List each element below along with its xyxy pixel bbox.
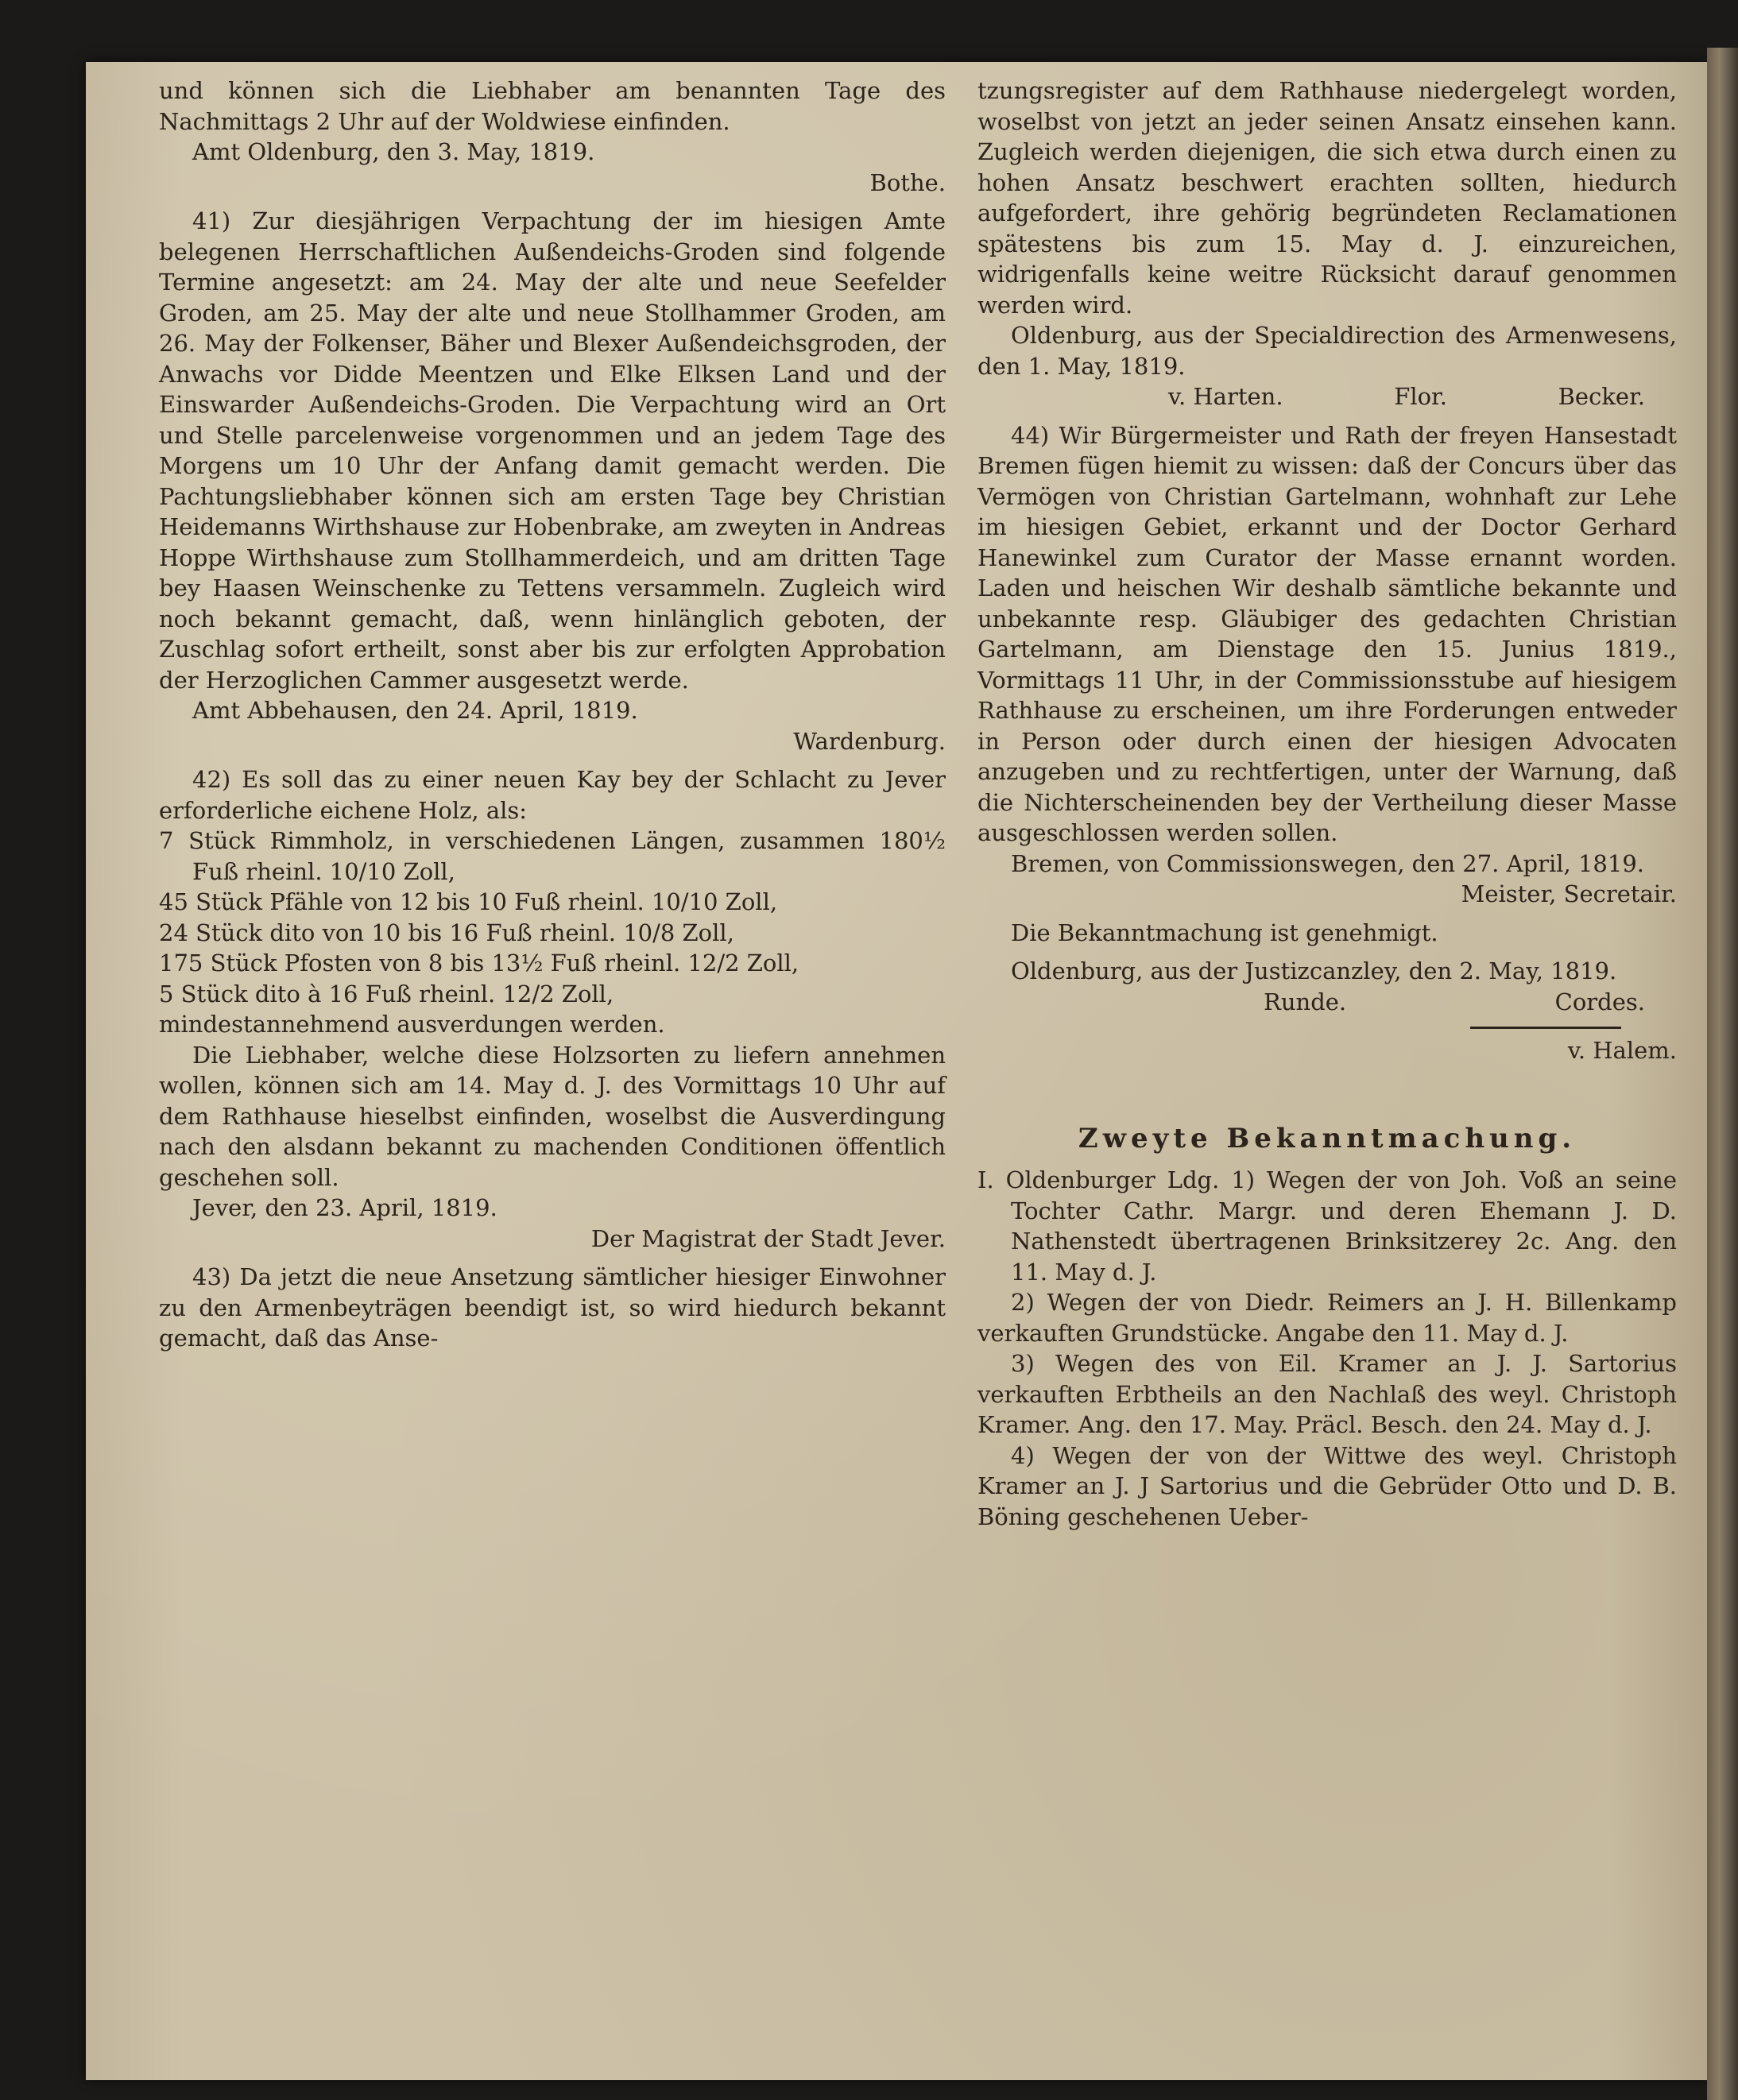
approval-signatures (977, 987, 1677, 1018)
notice-43: 43) Da jetzt die neue Ansetzung sämtlicher hiesiger Einwohner zu den Armenbeyträgen beendigt ist, so wird hiedurch bekannt gemacht, daß das Anse- (159, 1263, 946, 1352)
notice-date: Amt Oldenburg, den 3. May, 1819. (192, 138, 595, 165)
signature: Runde. (1264, 988, 1347, 1015)
signature: Becker. (1558, 383, 1645, 410)
notice-44-date: Bremen, von Commissionswegen, den 27. April, 1819. (1011, 849, 1644, 877)
signature: Flor. (1394, 383, 1447, 410)
approval-text: Die Bekanntmachung ist genehmigt. (1011, 919, 1438, 946)
notice-42-signature: Der Magistrat der Stadt Jever. (590, 1224, 946, 1252)
approval-date: Oldenburg, aus der Justizcanzley, den 2. May, 1819. (1011, 957, 1617, 984)
notice-42-intro: 42) Es soll das zu einer neuen Kay bey der Schlacht zu Jever erforderliche eichene Holz, als: (159, 766, 946, 824)
notice-42-item: 24 Stück dito von 10 bis 16 Fuß rheinl. 10/8 Zoll, (159, 919, 734, 946)
approval-signature-2: v. Halem. (1567, 1037, 1677, 1064)
notice-42-after: mindestannehmend ausverdungen werden. (159, 1011, 665, 1038)
notice-43-continuation: tzungsregister auf dem Rathhause niedergelegt worden, woselbst von jetzt an jeder seinen Ansatz einsehen kann. Zugleich werden diejenigen, die sich etwa durch einen zu hohen Ansatz beschwert erachten sollten, hiedurch aufgefordert, ihre gehörig begründeten Reclamationen spätestens bis zum 15. May d. J. einzureichen, widrigenfalls keine weitre Rücksicht darauf genommen werden wird. (977, 77, 1677, 319)
notice-43-date: Oldenburg, aus der Specialdirection des Armenwesens, den 1. May, 1819. (977, 322, 1677, 380)
right-column (977, 75, 1677, 1532)
notice-41-signature: Wardenburg. (793, 727, 946, 755)
notice-42-item: 7 Stück Rimmholz, in verschiedenen Längen, zusammen 180½ Fuß rheinl. 10/10 Zoll, (159, 827, 946, 885)
list-item: 2) Wegen der von Diedr. Reimers an J. H. Billenkamp verkauften Grundstücke. Angabe den 11. May d. J. (977, 1289, 1677, 1347)
signature: v. Harten. (1168, 383, 1283, 410)
notice-43-signatures (977, 381, 1677, 412)
notice-44: 44) Wir Bürgermeister und Rath der freyen Hansestadt Bremen fügen hiemit zu wissen: daß der Concurs über das Vermögen von Christian Gartelmann, wohnhaft zur Lehe im hiesigen Gebiet, erkannt und der Doctor Gerhard Hanewinkel zum Curator der Masse ernannt worden. Laden und heischen Wir deshalb sämtliche bekannte und unbekannte resp. Gläubiger des gedachten Christian Gartelmann, am Dienstage den 15. Junius 1819., Vormittags 11 Uhr, in der Commissionsstube auf hiesigem Rathhause zu erscheinen, um ihre Forderungen entweder in Person oder durch einen der hiesigen Advocaten anzugeben und zu rechtfertigen, unter der Warnung, daß die Nichterscheinenden bey der Vertheilung dieser Masse ausgeschlossen werden sollen. (977, 421, 1677, 846)
notice-42-item: 175 Stück Pfosten von 8 bis 13½ Fuß rheinl. 12/2 Zoll, (159, 949, 799, 977)
notice-42-item: 45 Stück Pfähle von 12 bis 10 Fuß rheinl. 10/10 Zoll, (159, 888, 778, 915)
left-column (159, 75, 946, 1354)
divider-rule (1470, 1027, 1621, 1029)
page-edge (1707, 48, 1738, 2100)
notice-signature: Bothe. (869, 168, 946, 196)
notice-42-body: Die Liebhaber, welche diese Holzsorten zu liefern annehmen wollen, können sich am 14. May d. J. des Vormittags 10 Uhr auf dem Rathhause hieselbst einfinden, woselbst die Ausverdingung nach den alsdann bekannt zu machenden Conditionen öffentlich geschehen soll. (159, 1041, 946, 1191)
signature: Cordes. (1554, 988, 1645, 1015)
notice-41: 41) Zur diesjährigen Verpachtung der im hiesigen Amte belegenen Herrschaftlichen Außendeichs-Groden sind folgende Termine angesetzt: am 24. May der alte und neue Seefelder Groden, am 25. May der alte und neue Stollhammer Groden, am 26. May der Folkenser, Bäher und Blexer Außendeichsgroden, der Anwachs vor Didde Meentzen und Elke Elksen Land und der Einswarder Außendeichs-Groden. Die Verpachtung wird an Ort und Stelle parcelenweise vorgenommen und an jedem Tage des Morgens um 10 Uhr der Anfang damit gemacht werden. Die Pachtungsliebhaber können sich am ersten Tage bey Christian Heidemanns Wirthshause zur Hobenbrake, am zweyten in Andreas Hoppe Wirthshause zum Stollhammerdeich, und am dritten Tage bey Haasen Weinschenke zu Tettens versammeln. Zugleich wird noch bekannt gemacht, daß, wenn hinlänglich geboten, der Zuschlag sofort ertheilt, sonst aber bis zur erfolgten Approbation der Herzoglichen Cammer ausgesetzt werde. (159, 207, 946, 694)
section-heading: Zweyte Bekanntmachung. (1078, 1122, 1577, 1154)
notice-41-date: Amt Abbehausen, den 24. April, 1819. (192, 697, 638, 724)
paragraph-continuation: und können sich die Liebhaber am benannten Tage des Nachmittags 2 Uhr auf der Woldwiese einfinden. (159, 77, 946, 135)
list-item: 4) Wegen der von der Wittwe des weyl. Christoph Kramer an J. J Sartorius und die Gebrüder Otto und D. B. Böning geschehenen Ueber- (977, 1441, 1677, 1530)
list-item: 3) Wegen des von Eil. Kramer an J. J. Sartorius verkauften Erbtheils an den Nachlaß des weyl. Christoph Kramer. Ang. den 17. May. Präcl. Besch. den 24. May d. J. (977, 1350, 1677, 1438)
notice-42-date: Jever, den 23. April, 1819. (192, 1194, 497, 1221)
list-item: I. Oldenburger Ldg. 1) Wegen der von Joh. Voß an seine Tochter Cathr. Margr. und deren Ehemann J. D. Nathenstedt übertragenen Brinksitzerey 2c. Ang. den 11. May d. J. (977, 1166, 1677, 1286)
notice-42-item: 5 Stück dito à 16 Fuß rheinl. 12/2 Zoll, (159, 980, 614, 1007)
notice-44-signature: Meister, Secretair. (1461, 880, 1677, 907)
